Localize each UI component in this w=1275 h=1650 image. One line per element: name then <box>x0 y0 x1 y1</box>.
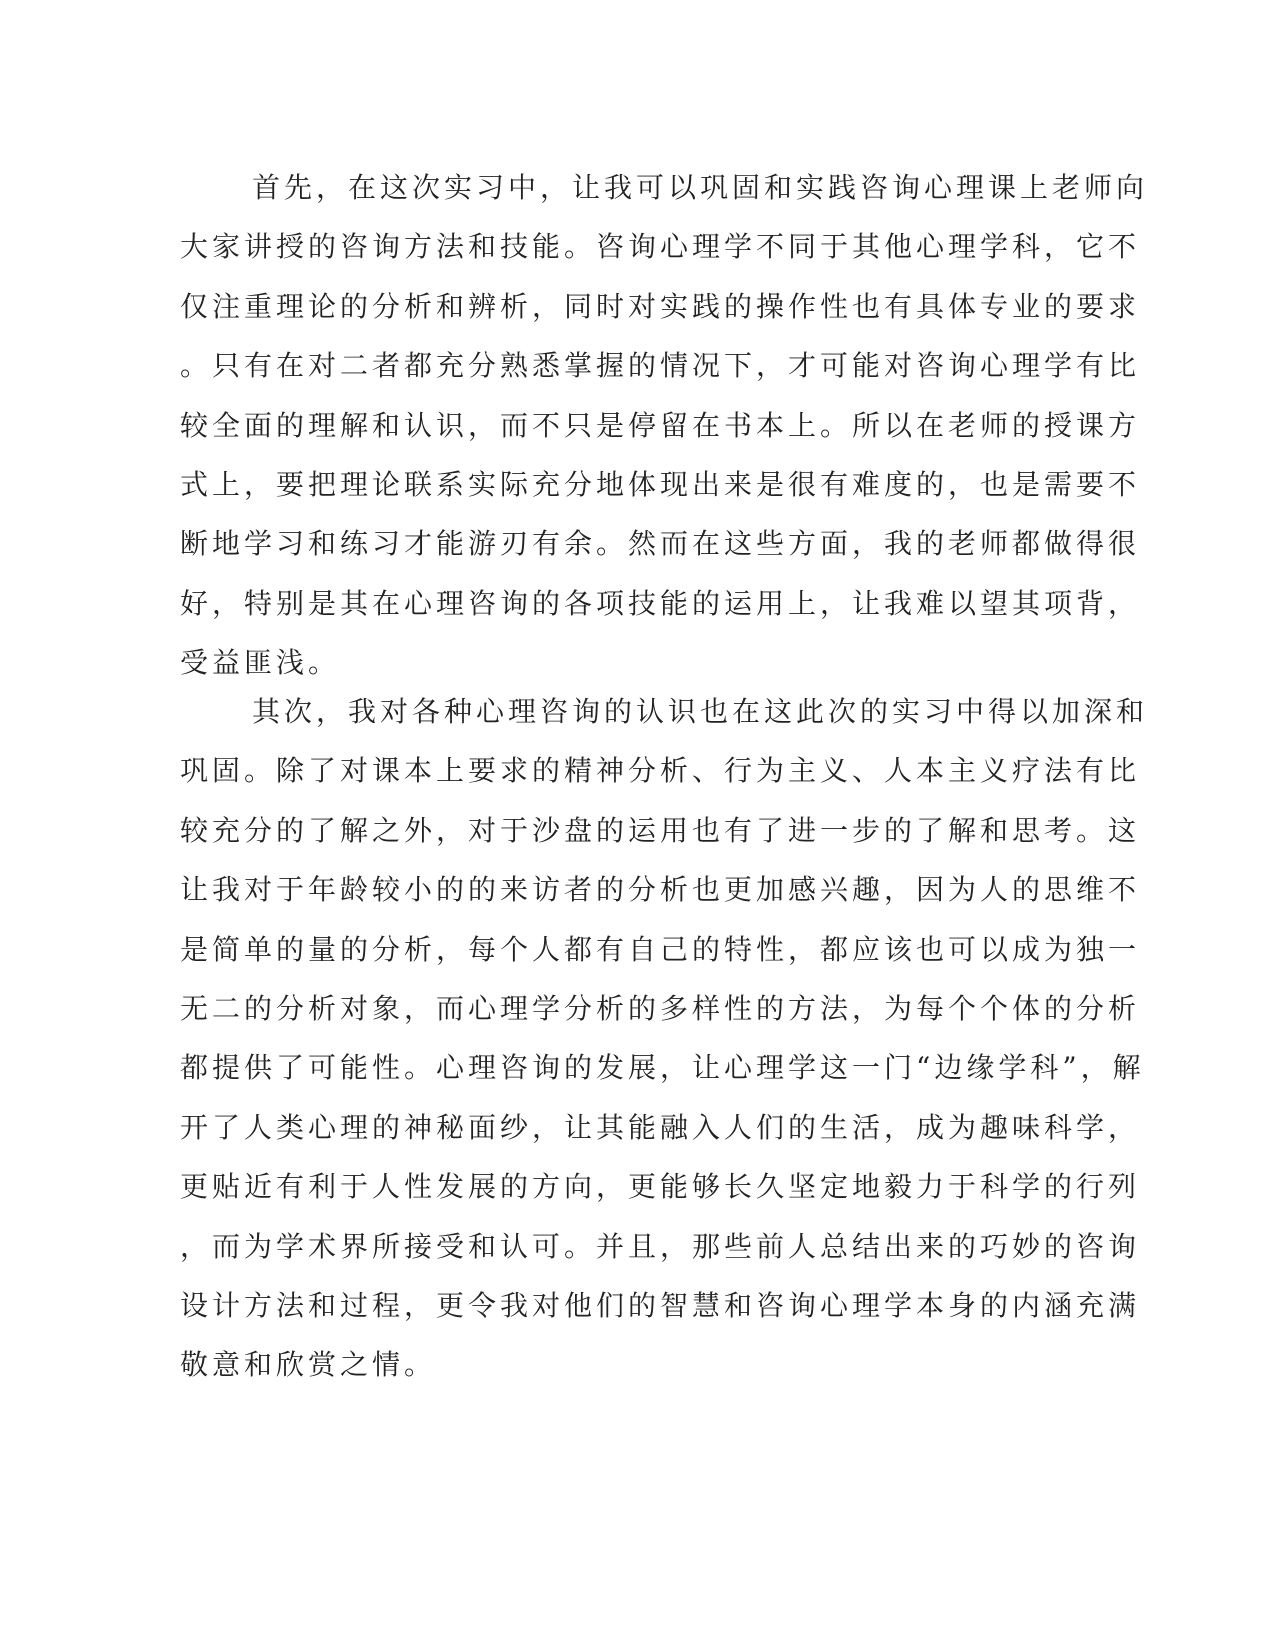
text-line: 开了人类心理的神秘面纱，让其能融入人们的生活，成为趣味科学， <box>180 1110 1141 1144</box>
text-line: 断地学习和练习才能游刃有余。然而在这些方面，我的老师都做得很 <box>180 527 1141 561</box>
text-line: 。只有在对二者都充分熟悉掌握的情况下，才可能对咨询心理学有比 <box>180 349 1141 383</box>
text-line: 让我对于年龄较小的的来访者的分析也更加感兴趣，因为人的思维不 <box>180 873 1141 907</box>
text-line: 都提供了可能性。心理咨询的发展，让心理学这一门“边缘学科”，解 <box>180 1051 1145 1085</box>
text-line: 大家讲授的咨询方法和技能。咨询心理学不同于其他心理学科，它不 <box>180 230 1141 264</box>
text-line: 更贴近有利于人性发展的方向，更能够长久坚定地毅力于科学的行列 <box>180 1170 1141 1204</box>
text-line: 无二的分析对象，而心理学分析的多样性的方法，为每个个体的分析 <box>180 991 1141 1025</box>
text-line: 其次，我对各种心理咨询的认识也在这此次的实习中得以加深和 <box>252 695 1149 728</box>
text-line: 敬意和欣赏之情。 <box>180 1348 437 1382</box>
paragraph-2 <box>180 682 1149 1395</box>
text-line: 式上，要把理论联系实际充分地体现出来是很有难度的，也是需要不 <box>180 467 1141 501</box>
text-line: 仅注重理论的分析和辨析，同时对实践的操作性也有具体专业的要求 <box>180 289 1141 323</box>
paragraph-1 <box>180 158 1149 693</box>
text-line: 好，特别是其在心理咨询的各项技能的运用上，让我难以望其项背， <box>180 586 1141 620</box>
text-line: 设计方法和过程，更令我对他们的智慧和咨询心理学本身的内涵充满 <box>180 1288 1141 1322</box>
text-line: 巩固。除了对课本上要求的精神分析、行为主义、人本主义疗法有比 <box>180 754 1141 788</box>
text-line: 首先，在这次实习中，让我可以巩固和实践咨询心理课上老师向 <box>252 171 1149 204</box>
text-line: 较充分的了解之外，对于沙盘的运用也有了进一步的了解和思考。这 <box>180 813 1141 847</box>
text-line: ，而为学术界所接受和认可。并且，那些前人总结出来的巧妙的咨询 <box>180 1229 1141 1263</box>
text-line: 是简单的量的分析，每个人都有自己的特性，都应该也可以成为独一 <box>180 932 1141 966</box>
text-line: 较全面的理解和认识，而不只是停留在书本上。所以在老师的授课方 <box>180 408 1141 442</box>
text-line: 受益匪浅。 <box>180 646 341 680</box>
